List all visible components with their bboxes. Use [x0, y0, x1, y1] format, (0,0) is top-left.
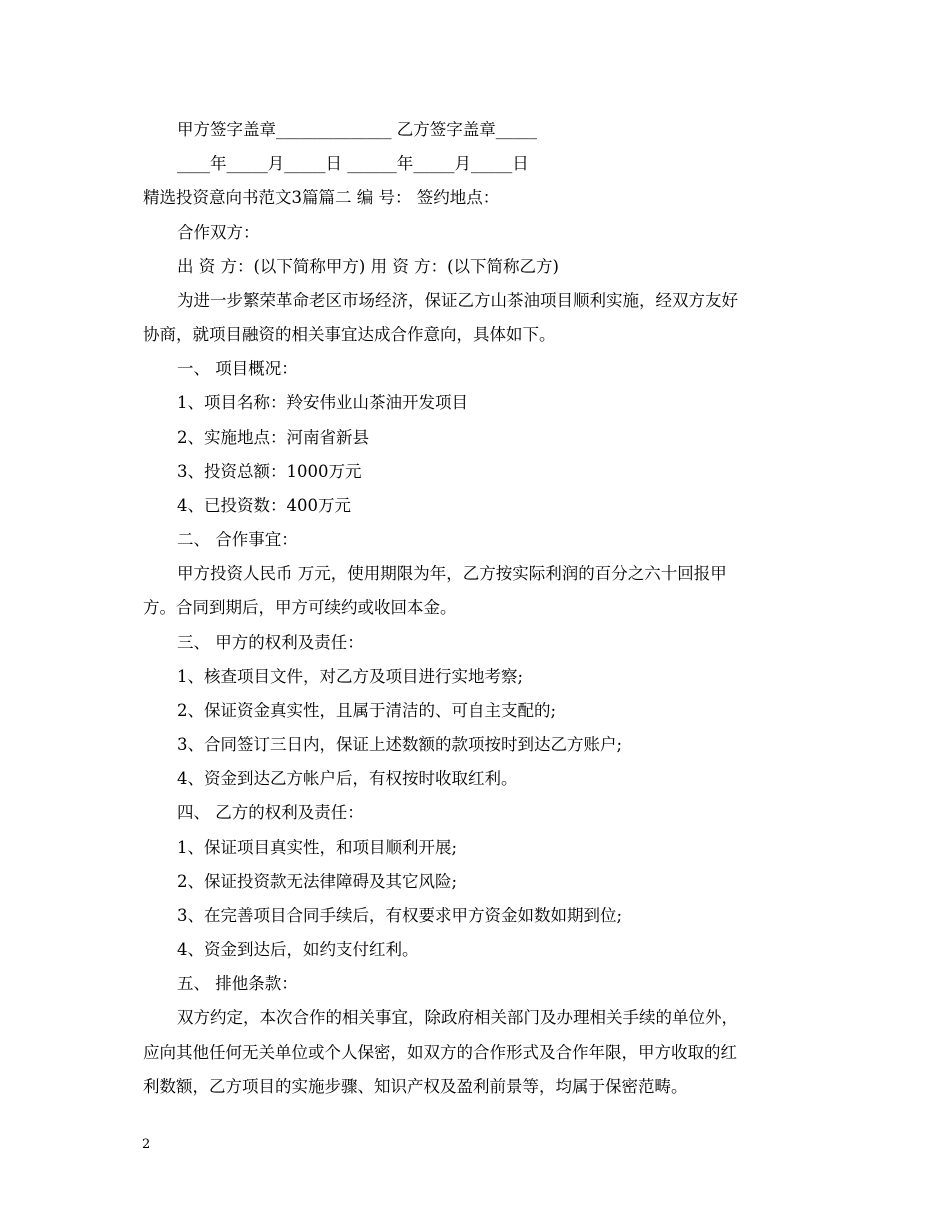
- list-item-b-3: 3、在完善项目合同手续后，有权要求甲方资金如数如期到位;: [177, 906, 623, 925]
- list-item-a-3: 3、合同签订三日内，保证上述数额的款项按时到达乙方账户;: [177, 735, 623, 754]
- paragraph-cooperation-line-1: 甲方投资人民币 万元，使用期限为年，乙方按实际利润的百分之六十回报甲: [177, 564, 727, 583]
- paragraph-intro-line-1: 为进一步繁荣革命老区市场经济，保证乙方山茶油项目顺利实施，经双方友好: [177, 291, 738, 310]
- heading-party-a-rights: 三、 甲方的权利及责任：: [177, 633, 364, 652]
- list-item-b-1: 1、保证项目真实性，和项目顺利开展;: [177, 838, 458, 857]
- list-item-a-1: 1、核查项目文件，对乙方及项目进行实地考察;: [177, 667, 524, 686]
- paragraph-exclusivity-line-3: 利数额，乙方项目的实施步骤、知识产权及盈利前景等，均属于保密范畴。: [143, 1077, 688, 1096]
- paragraph-party-definitions: 出 资 方：(以下简称甲方) 用 资 方：(以下简称乙方): [177, 257, 559, 276]
- heading-cooperation-matters: 二、 合作事宜：: [177, 530, 298, 549]
- paragraph-exclusivity-line-2: 应向其他任何无关单位或个人保密，如双方的合作形式及合作年限，甲方收取的红: [143, 1043, 737, 1062]
- list-item-total-investment: 3、投资总额：1000万元: [177, 462, 362, 481]
- paragraph-cooperating-parties: 合作双方：: [177, 223, 260, 242]
- paragraph-exclusivity-line-1: 双方约定，本次合作的相关事宜，除政府相关部门及办理相关手续的单位外，: [177, 1008, 738, 1027]
- list-item-b-4: 4、资金到达后，如约支付红利。: [177, 940, 419, 959]
- list-item-project-name: 1、项目名称：羚安伟业山茶油开发项目: [177, 393, 468, 412]
- list-item-b-2: 2、保证投资款无法律障碍及其它风险;: [177, 872, 458, 891]
- list-item-invested-amount: 4、已投资数：400万元: [177, 496, 351, 515]
- list-item-location: 2、实施地点：河南省新县: [177, 428, 369, 447]
- heading-project-overview: 一、 项目概况：: [177, 359, 298, 378]
- signature-line-dates: ____年_____月_____日 ______年_____月_____日: [177, 154, 529, 173]
- heading-party-b-rights: 四、 乙方的权利及责任：: [177, 803, 364, 822]
- section-heading-title: 精选投资意向书范文3篇篇二 编 号： 签约地点：: [143, 188, 500, 207]
- signature-line-parties: 甲方签字盖章______________ 乙方签字盖章_____: [177, 120, 537, 139]
- paragraph-intro-line-2: 协商，就项目融资的相关事宜达成合作意向，具体如下。: [143, 325, 556, 344]
- paragraph-cooperation-line-2: 方。合同到期后，甲方可续约或收回本金。: [143, 598, 457, 617]
- page-number: 2: [142, 1137, 151, 1152]
- list-item-a-4: 4、资金到达乙方帐户后，有权按时收取红利。: [177, 769, 518, 788]
- list-item-a-2: 2、保证资金真实性，且属于清洁的、可自主支配的;: [177, 701, 557, 720]
- heading-exclusivity: 五、 排他条款：: [177, 974, 298, 993]
